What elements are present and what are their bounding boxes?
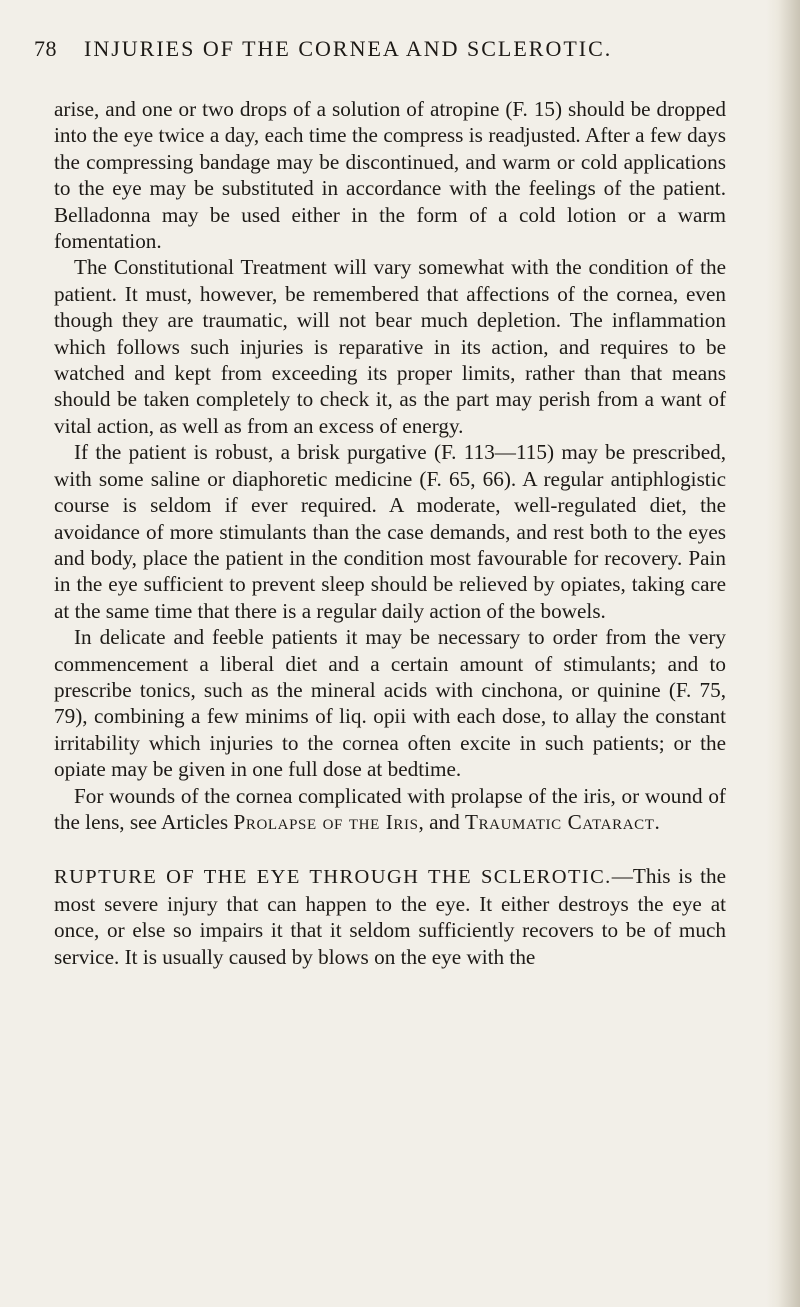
section-heading-rupture: RUPTURE OF THE EYE THROUGH THE SCLEROTIC. [54,866,612,889]
cross-reference-prolapse-of-iris: Prolapse of the Iris [233,809,419,834]
cross-reference-and: , and [418,809,460,834]
section-spacer [54,835,726,863]
running-title: INJURIES OF THE CORNEA AND SCLEROTIC. [84,36,613,61]
paragraph-cross-reference [54,783,726,836]
rupture-text: —This is the most severe injury that can happen to the eye. It either destroys the eye at once, or else so impairs it that it seldom sufficiently recovers to be of much service. It is usually caused by blows on the eye with the [54,864,726,969]
cross-reference-lead: For wounds of the cornea complicated with prolapse of the iris, or wound of the lens, see Articles [54,783,726,834]
page-edge-shadow [766,0,800,1307]
page-number: 78 [34,36,57,61]
page-text [54,96,726,970]
paragraph-robust-patient: If the patient is robust, a brisk purgative (F. 113—115) may be prescribed, with some saline or diaphoretic medicine (F. 65, 66). A regular antiphlogistic course is seldom if ever required. A moderate, well-regulated diet, the avoidance of more stimulants than the case demands, and rest both to the eyes and body, place the patient in the condition most favourable for recovery. Pain in the eye sufficient to prevent sleep should be relieved by opiates, taking care at the same time that there is a regular daily action of the bowels. [54,440,726,623]
cross-reference-end: . [654,809,660,834]
paragraph-rupture-of-eye [54,863,726,970]
paragraph-atropine: arise, and one or two drops of a solution of atropine (F. 15) should be dropped into the eye twice a day, each time the compress is readjusted. After a few days the compressing bandage may be discontinued, and warm or cold applications to the eye may be substituted in accordance with the feelings of the patient. Belladonna may be used either in the form of a cold lotion or a warm fomentation. [54,97,726,254]
paragraph-feeble-patients: In delicate and feeble patients it may be necessary to order from the very commencement a liberal diet and a certain amount of stimulants; and to prescribe tonics, such as the mineral acids with cinchona, or quinine (F. 75, 79), combining a few minims of liq. opii with each dose, to allay the constant irritability which injuries to the cornea often excite in such patients; or the opiate may be given in one full dose at bedtime. [54,625,726,782]
running-head [34,36,724,64]
cross-reference-traumatic-cataract: Traumatic Cataract [465,809,655,834]
paragraph-constitutional-treatment: The Constitutional Treatment will vary somewhat with the condition of the patient. It must, however, be remembered that affections of the cornea, even though they are traumatic, will not bear much depletion. The inflammation which follows such injuries is reparative in its action, and requires to be watched and kept from exceeding its proper limits, rather than that means should be taken completely to check it, as the part may perish from a want of vital action, as well as from an excess of energy. [54,255,726,438]
